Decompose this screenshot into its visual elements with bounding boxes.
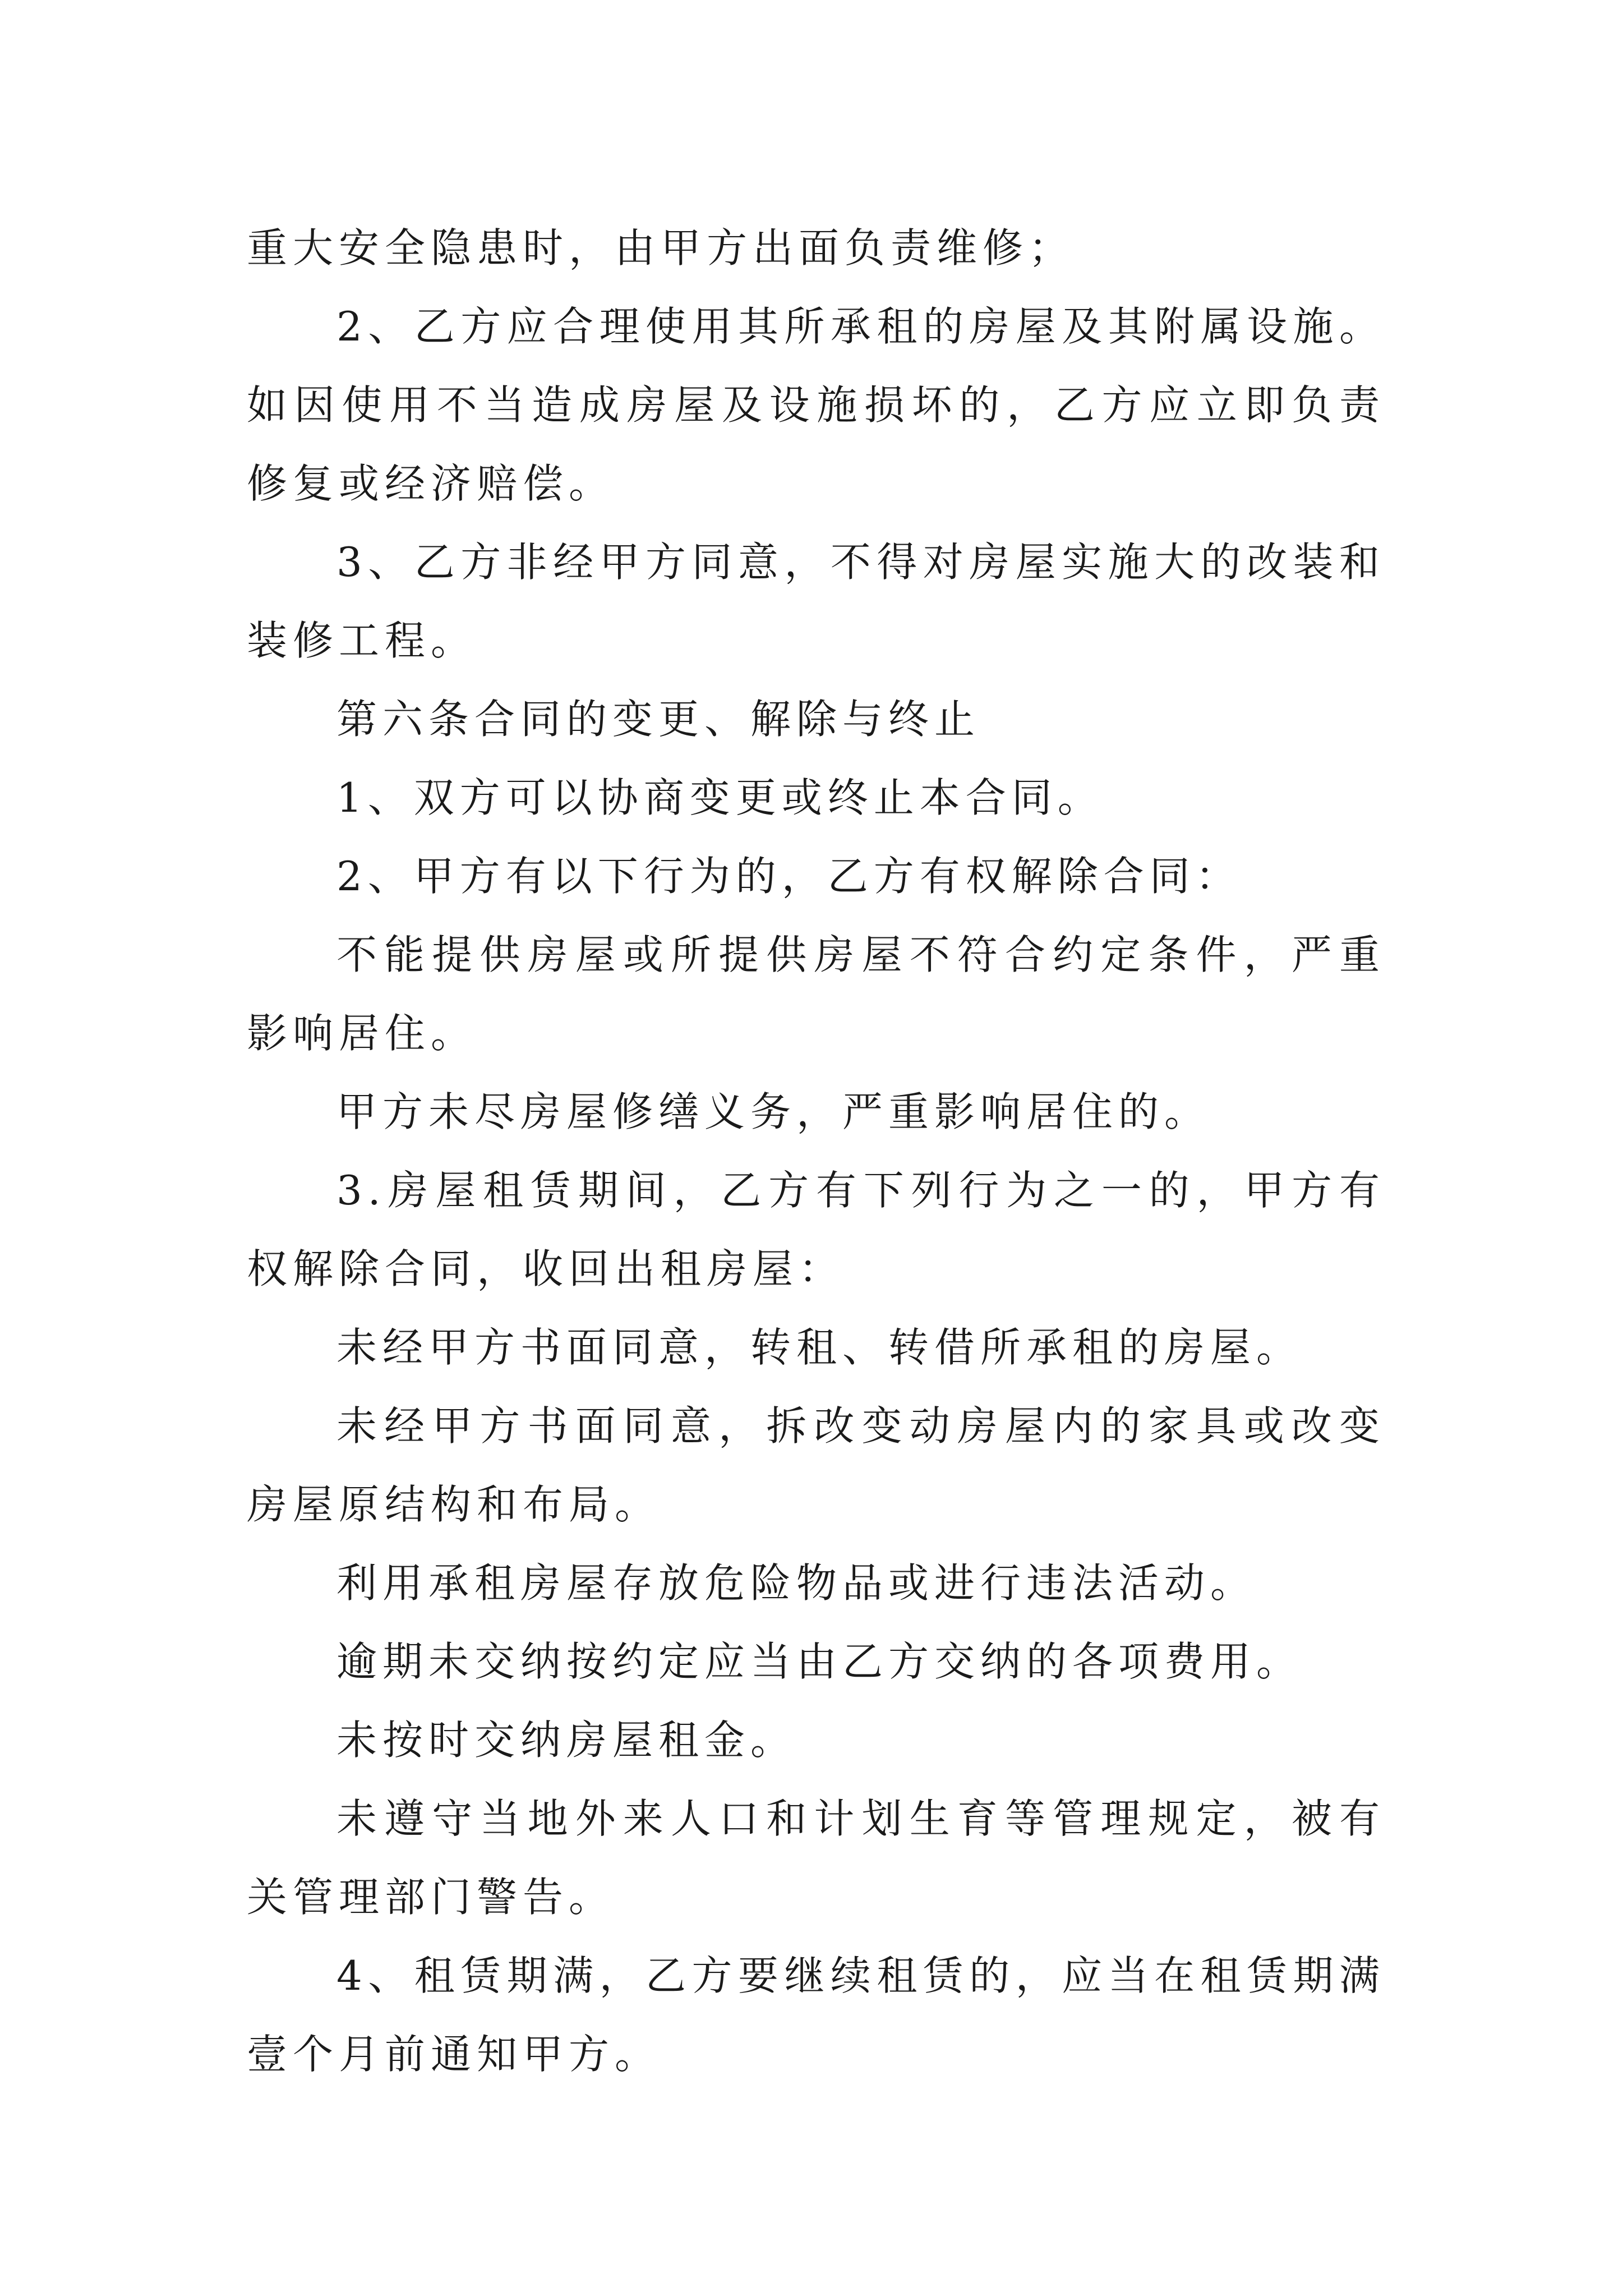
paragraph: 2、乙方应合理使用其所承租的房屋及其附属设施。如因使用不当造成房屋及设施损坏的，乙方应立即负责修复或经济赔偿。 (247, 303, 1385, 507)
paragraph: 未按时交纳房屋租金。 (336, 1717, 797, 1764)
paragraph: 1、双方可以协商变更或终止本合同。 (336, 774, 1104, 821)
paragraph: 3、乙方非经甲方同意，不得对房屋实施大的改装和装修工程。 (247, 539, 1385, 664)
paragraph: 不能提供房屋或所提供房屋不符合约定条件，严重影响居住。 (247, 931, 1385, 1057)
paragraph: 未经甲方书面同意，拆改变动房屋内的家具或改变房屋原结构和布局。 (247, 1402, 1385, 1528)
paragraph: 3.房屋租赁期间，乙方有下列行为之一的，甲方有权解除合同，收回出租房屋： (247, 1167, 1385, 1292)
paragraph: 重大安全隐患时，由甲方出面负责维修； (247, 224, 1075, 272)
section-heading: 第六条合同的变更、解除与终止 (336, 696, 981, 743)
paragraph: 4、租赁期满，乙方要继续租赁的，应当在租赁期满壹个月前通知甲方。 (247, 1952, 1385, 2078)
document-body (247, 209, 1385, 2093)
paragraph: 未经甲方书面同意，转租、转借所承租的房屋。 (336, 1324, 1303, 1371)
paragraph: 2、甲方有以下行为的，乙方有权解除合同： (336, 853, 1242, 900)
paragraph: 甲方未尽房屋修缮义务，严重影响居住的。 (336, 1088, 1211, 1135)
paragraph: 逾期未交纳按约定应当由乙方交纳的各项费用。 (336, 1638, 1303, 1685)
paragraph: 利用承租房屋存放危险物品或进行违法活动。 (336, 1559, 1257, 1607)
paragraph: 未遵守当地外来人口和计划生育等管理规定，被有关管理部门警告。 (247, 1795, 1385, 1921)
